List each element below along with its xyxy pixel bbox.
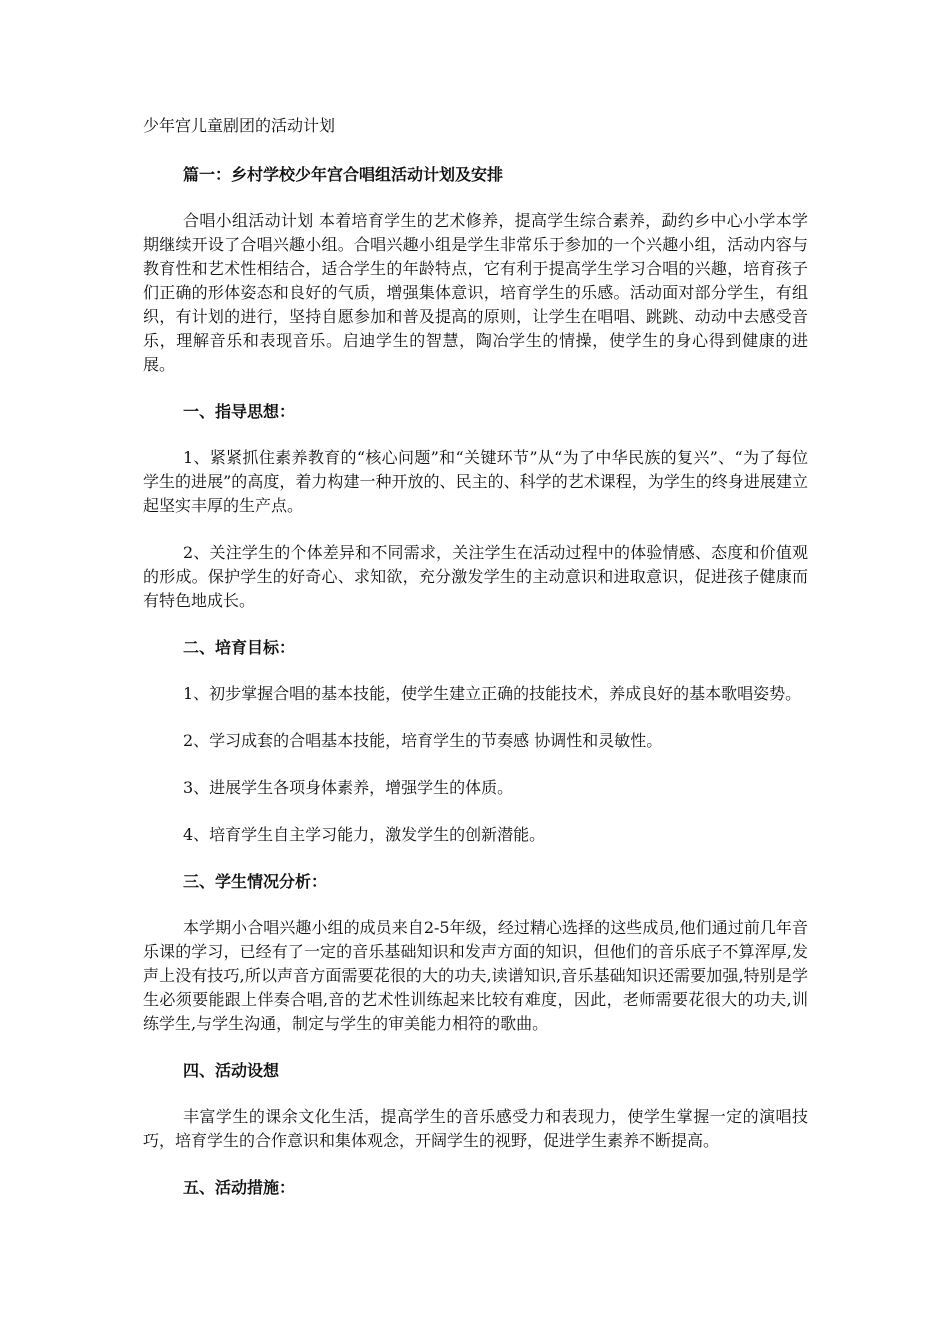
training-goals-paragraph-2: 2、学习成套的合唱基本技能，培育学生的节奏感 协调性和灵敏性。: [183, 731, 663, 750]
training-goals-paragraph-1: 1、初步掌握合唱的基本技能，使学生建立正确的技能技术，养成良好的基本歌唱姿势。: [183, 684, 802, 703]
section-heading-activity-measures: 五、活动措施：: [183, 1178, 296, 1197]
document-body: [143, 114, 808, 1222]
part-heading: 篇一：乡村学校少年宫合唱组活动计划及安排: [183, 165, 504, 184]
student-analysis-paragraph: 本学期小合唱兴趣小组的成员来自2-5年级，经过精心选择的这些成员,他们通过前几年音乐课的学习，已经有了一定的音乐基础知识和发声方面的知识，但他们的音乐底子不算浑厚,发声上没有技巧,所以声音方面需要花很的大的功夫,读谱知识,音乐基础知识还需要加强,特别是学生必须要能跟上伴奏合唱,音的艺术性训练起来比较有难度，因此，老师需要花很大的功夫,训练学生,与学生沟通，制定与学生的审美能力相符的歌曲。: [143, 918, 808, 1033]
section-heading-student-analysis: 三、学生情况分析：: [183, 872, 328, 891]
guiding-ideology-paragraph-2: 2、关注学生的个体差异和不同需求，关注学生在活动过程中的体验情感、态度和价值观的形成。保护学生的好奇心、求知欲，充分激发学生的主动意识和进取意识，促进孩子健康而有特色地成长。: [143, 543, 808, 610]
section-heading-guiding-ideology: 一、指导思想：: [183, 402, 296, 421]
section-heading-activity-plan: 四、活动设想: [183, 1061, 280, 1080]
document-title: 少年宫儿童剧团的活动计划: [143, 116, 336, 135]
training-goals-paragraph-3: 3、进展学生各项身体素养，增强学生的体质。: [183, 778, 514, 797]
activity-plan-paragraph: 丰富学生的课余文化生活，提高学生的音乐感受力和表现力，使学生掌握一定的演唱技巧，培育学生的合作意识和集体观念，开阔学生的视野，促进学生素养不断提高。: [143, 1107, 808, 1150]
training-goals-paragraph-4: 4、培育学生自主学习能力，激发学生的创新潜能。: [183, 825, 546, 844]
intro-paragraph: 合唱小组活动计划 本着培育学生的艺术修养，提高学生综合素养，勐约乡中心小学本学期继续开设了合唱兴趣小组。合唱兴趣小组是学生非常乐于参加的一个兴趣小组，活动内容与教育性和艺术性相结合，适合学生的年龄特点，它有利于提高学生学习合唱的兴趣，培育孩子们正确的形体姿态和良好的气质，增强集体意识，培育学生的乐感。活动面对部分学生，有组织，有计划的进行，坚持自愿参加和普及提高的原则，让学生在唱唱、跳跳、动动中去感受音乐，理解音乐和表现音乐。启迪学生的智慧，陶冶学生的情操，使学生的身心得到健康的进展。: [143, 211, 808, 374]
section-heading-training-goals: 二、培育目标：: [183, 638, 296, 657]
guiding-ideology-paragraph-1: 1、紧紧抓住素养教育的“核心问题”和“关键环节”从“为了中华民族的复兴”、“为了每位学生的进展”的高度，着力构建一种开放的、民主的、科学的艺术课程，为学生的终身进展建立起坚实丰厚的生产点。: [143, 448, 808, 515]
